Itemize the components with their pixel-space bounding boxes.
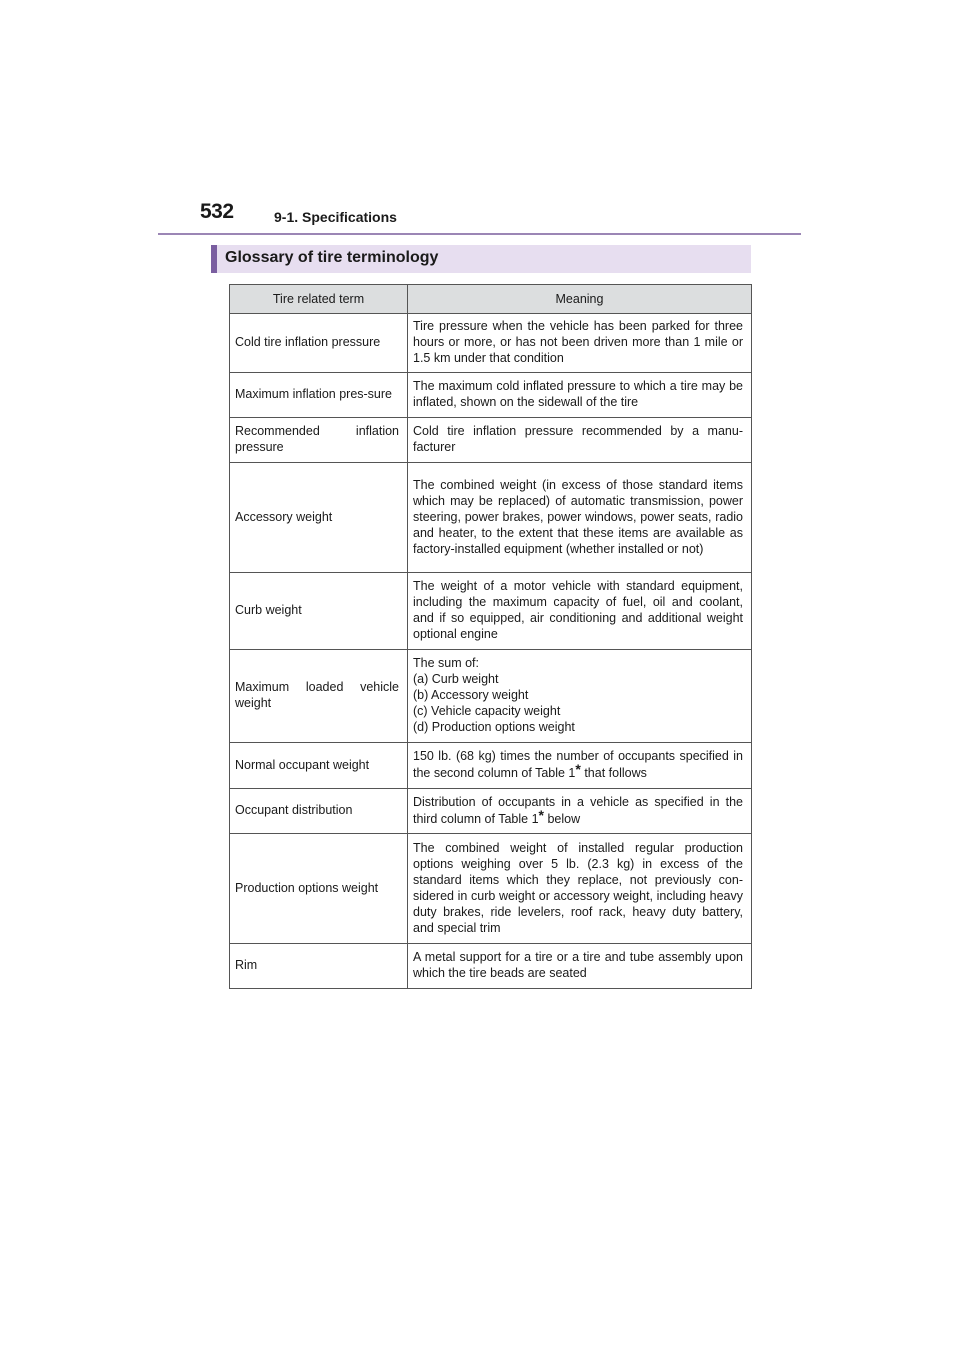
term-cell: Accessory weight (230, 463, 408, 573)
meaning-cell: The combined weight (in excess of those standard items which may be replaced) of automatic transmission, power steering, power brakes, power windows, power seats, radio and heater, to the extent that these items are available as factory-installed equipment (whether installed or not) (408, 463, 752, 573)
meaning-cell: The maximum cold inflated pressure to which a tire may be inflated, shown on the sidewall of the tire (408, 373, 752, 418)
meaning-line: (b) Accessory weight (413, 688, 529, 702)
meaning-line: (c) Vehicle capacity weight (413, 704, 561, 718)
table-row (230, 834, 752, 944)
footnote-star: * (575, 761, 581, 777)
meaning-cell: The weight of a motor vehicle with standard equipment, including the maximum capacity of fuel, oil and coolant, and if so equipped, air conditioning and additional weight optional engine (408, 573, 752, 650)
glossary-title: Glossary of tire terminology (225, 249, 439, 266)
meaning-cell (408, 650, 752, 743)
meaning-line: The sum of: (413, 656, 479, 670)
meaning-text: Distribution of occupants in a vehicle as specified in the third column of Table 1 (413, 794, 743, 826)
table-row (230, 463, 752, 573)
table-row (230, 944, 752, 989)
term-cell: Maximum loaded vehicle weight (230, 650, 408, 743)
table-header-row (230, 285, 752, 314)
glossary-table (229, 284, 752, 989)
term-cell: Production options weight (230, 834, 408, 944)
table-row (230, 418, 752, 463)
page-number: 532 (200, 200, 234, 223)
term-cell: Rim (230, 944, 408, 989)
term-cell: Normal occupant weight (230, 743, 408, 789)
term-cell: Curb weight (230, 573, 408, 650)
table-row (230, 650, 752, 743)
meaning-cell: The combined weight of installed regular production options weighing over 5 lb. (2.3 kg) in excess of the standard items which they replace, not previously con-sidered in curb weight or accessory weight, including heavy duty brakes, ride levelers, roof rack, heavy duty battery, and special trim (408, 834, 752, 944)
table-row (230, 743, 752, 789)
meaning-text: 150 lb. (68 kg) times the number of occupants specified in the second column of Table 1 (413, 749, 743, 780)
meaning-line: (d) Production options weight (413, 720, 575, 734)
section-title: 9-1. Specifications (274, 209, 397, 225)
meaning-cell: A metal support for a tire or a tire and tube assembly upon which the tire beads are seated (408, 944, 752, 989)
term-cell: Maximum inflation pres-sure (230, 373, 408, 418)
meaning-cell: Tire pressure when the vehicle has been parked for three hours or more, or has not been driven more than 1 mile or 1.5 km under that condition (408, 314, 752, 373)
meaning-cell (408, 789, 752, 834)
meaning-text: that follows (580, 766, 647, 780)
meaning-text: below (544, 811, 581, 826)
meaning-line: (a) Curb weight (413, 672, 499, 686)
column-header-term: Tire related term (230, 285, 408, 314)
meaning-cell: Cold tire inflation pressure recommended by a manu-facturer (408, 418, 752, 463)
table-row (230, 314, 752, 373)
table-row (230, 373, 752, 418)
table-row (230, 573, 752, 650)
term-cell: Cold tire inflation pressure (230, 314, 408, 373)
footnote-star: * (538, 806, 544, 823)
column-header-meaning: Meaning (408, 285, 752, 314)
header-divider (158, 233, 801, 235)
term-cell: Occupant distribution (230, 789, 408, 834)
term-cell: Recommended inflation pressure (230, 418, 408, 463)
table-row (230, 789, 752, 834)
glossary-banner (211, 245, 751, 273)
meaning-cell (408, 743, 752, 789)
